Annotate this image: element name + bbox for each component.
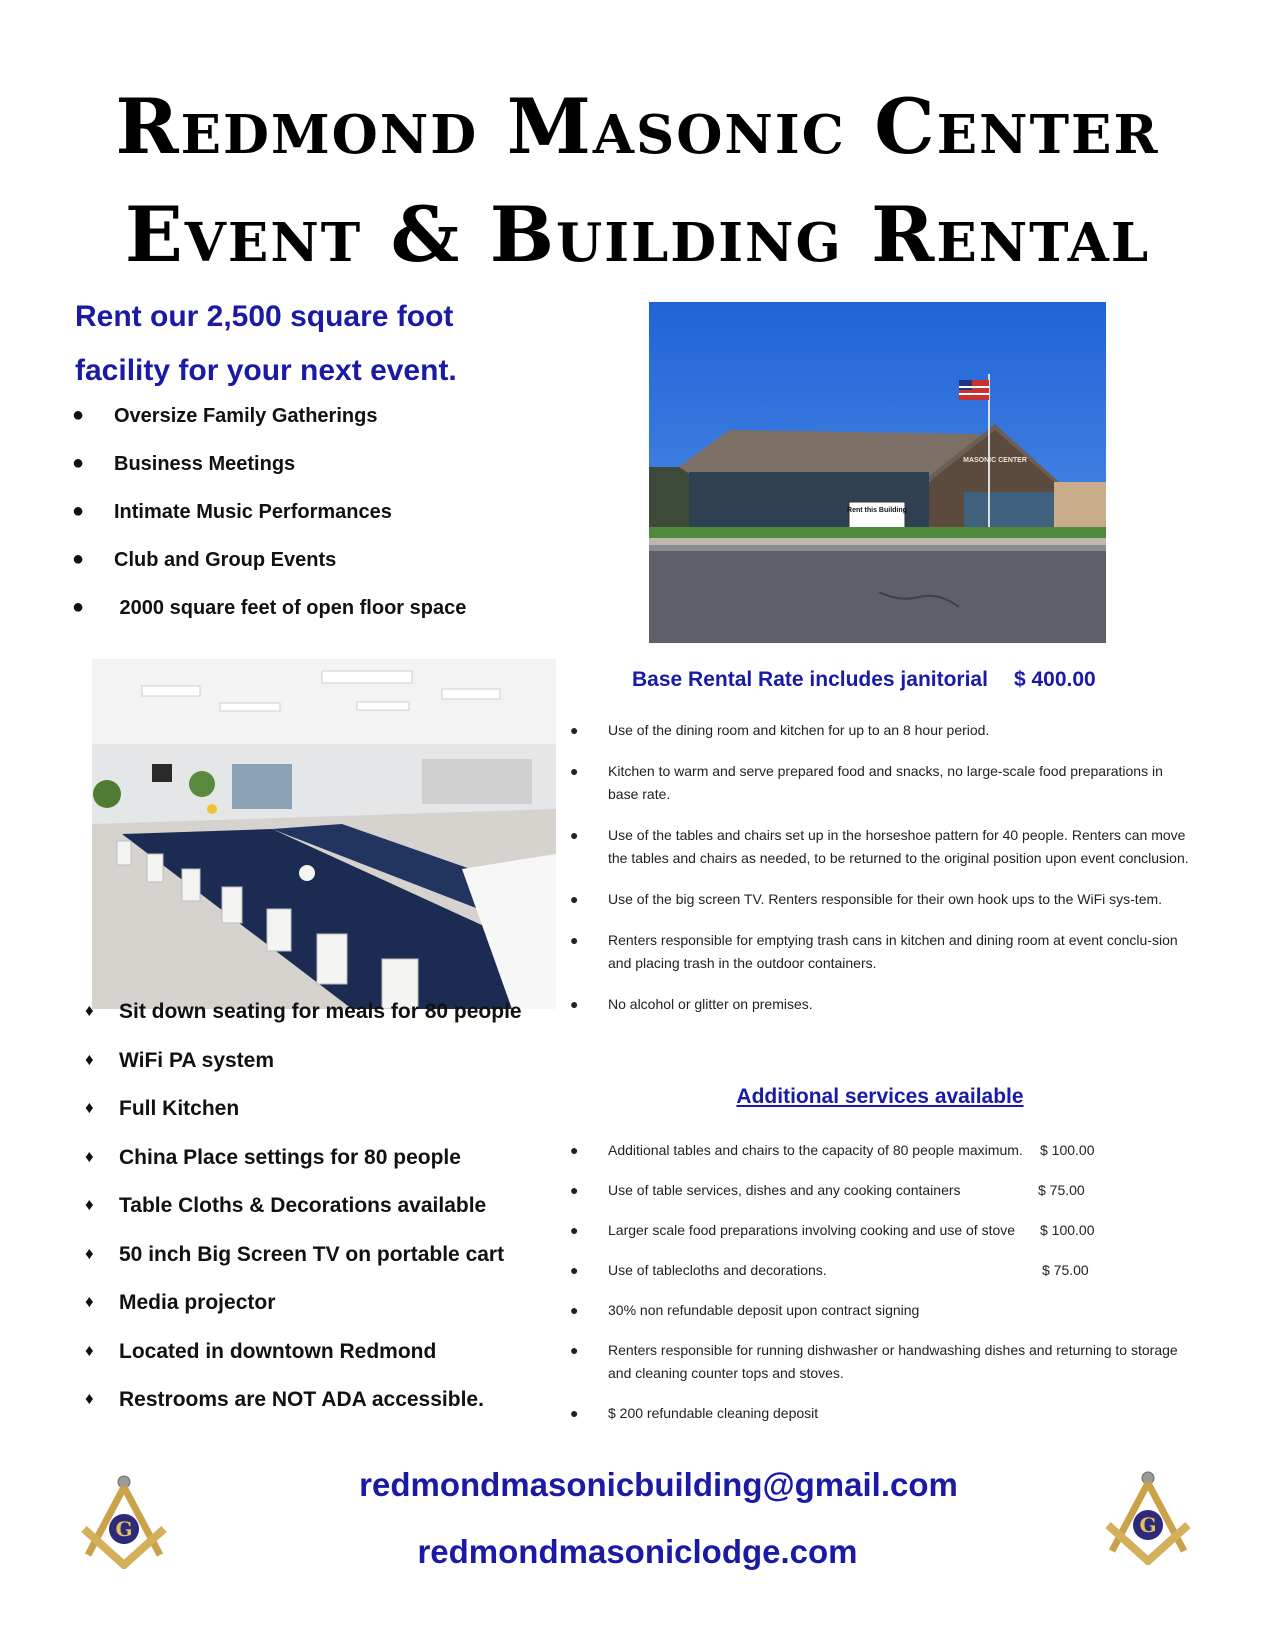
bullet-icon: ● — [570, 1405, 579, 1421]
amenities-list — [85, 1000, 522, 1437]
bullet-icon: ● — [72, 548, 85, 570]
list-item: ♦ China Place settings for 80 people — [85, 1145, 461, 1169]
base-rate-label: Base Rental Rate includes janitorial — [632, 668, 988, 691]
intro-line-2: facility for your next event. — [75, 354, 457, 387]
list-item: ● 30% non refundable deposit upon contract signing — [570, 1299, 1190, 1322]
bullet-icon: ● — [570, 763, 579, 779]
service-price: $ 100.00 — [1040, 1222, 1095, 1238]
bullet-icon: ● — [570, 1142, 579, 1158]
bullet-icon: ● — [570, 827, 579, 843]
list-item: ● Use of tablecloths and decorations. $ 75.00 — [570, 1259, 1190, 1282]
svg-text:G: G — [1139, 1513, 1157, 1537]
bullet-icon: ● — [570, 1182, 579, 1198]
list-item: ♦ Located in downtown Redmond — [85, 1339, 437, 1363]
list-item: ● Kitchen to warm and serve prepared food and snacks, no large-scale food preparations in base rate. — [570, 760, 1190, 806]
list-item: ♦ Full Kitchen — [85, 1097, 240, 1120]
list-item: ● Additional tables and chairs to the capacity of 80 people maximum. $ 100.00 — [570, 1139, 1190, 1162]
diamond-bullet-icon: ♦ — [85, 1049, 94, 1069]
bullet-icon: ● — [72, 452, 85, 474]
base-rate-price: $ 400.00 — [1013, 668, 1096, 691]
list-item: ♦ 50 inch Big Screen TV on portable cart — [85, 1242, 505, 1266]
list-item: ● Use of the dining room and kitchen for up to an 8 hour period. — [570, 719, 1190, 742]
diamond-bullet-icon: ♦ — [85, 1243, 94, 1263]
list-item: ● Intimate Music Performances — [72, 500, 392, 523]
list-item: ● 2000 square feet of open floor space — [72, 596, 467, 619]
diamond-bullet-icon: ♦ — [85, 1195, 94, 1214]
diamond-bullet-icon: ♦ — [85, 1292, 94, 1311]
list-item: ● Business Meetings — [72, 452, 296, 475]
contact-email[interactable]: redmondmasonicbuilding@gmail.com — [359, 1466, 958, 1503]
page-title-line-2: Event & Building Rental — [124, 190, 1151, 279]
intro-line-1: Rent our 2,500 square foot — [75, 300, 454, 333]
service-price: $ 75.00 — [1042, 1262, 1089, 1278]
bullet-icon: ● — [570, 1222, 579, 1238]
building-name-text: MASONIC CENTER — [963, 457, 1027, 464]
bullet-icon: ● — [570, 1342, 579, 1358]
bullet-icon: ● — [570, 722, 579, 738]
bullet-icon: ● — [570, 1262, 579, 1278]
event-uses-list — [72, 405, 466, 645]
list-item: ● No alcohol or glitter on premises. — [570, 993, 1190, 1016]
service-price: $ 100.00 — [1040, 1142, 1095, 1158]
intro-text — [75, 290, 555, 398]
bullet-icon: ● — [72, 500, 85, 522]
bullet-icon: ● — [570, 1302, 579, 1318]
base-rental-rate — [632, 668, 1096, 692]
dining-photo-illustration — [92, 659, 556, 1009]
building-photo-illustration — [649, 302, 1106, 643]
svg-text:G: G — [115, 1517, 133, 1541]
bullet-icon: ● — [570, 996, 579, 1012]
bullet-icon: ● — [570, 932, 579, 948]
list-item: ♦ Restrooms are NOT ADA accessible. — [85, 1388, 484, 1411]
bullet-icon: ● — [72, 596, 85, 618]
list-item: ● Renters responsible for running dishwasher or handwashing dishes and returning to storage and cleaning counter tops and stoves. — [570, 1339, 1190, 1385]
additional-services-list — [570, 1139, 1190, 1442]
bullet-icon: ● — [72, 404, 85, 426]
list-item: ♦ Sit down seating for meals for 80 people — [85, 1000, 522, 1023]
list-item: ● Use of the tables and chairs set up in the horseshoe pattern for 40 people. Renters can move the tables and chairs as needed, to be returned to the original position upon event conclusion. — [570, 824, 1190, 870]
diamond-bullet-icon: ♦ — [85, 1389, 94, 1408]
building-exterior-photo — [649, 302, 1106, 643]
bullet-icon: ● — [570, 891, 579, 907]
list-item: ♦ Table Cloths & Decorations available — [85, 1194, 487, 1217]
additional-services-heading: Additional services available — [736, 1085, 1024, 1108]
diamond-bullet-icon: ♦ — [85, 1098, 94, 1117]
list-item: ● Use of the big screen TV. Renters responsible for their own hook ups to the WiFi sys-tem. — [570, 888, 1190, 911]
diamond-bullet-icon: ♦ — [85, 1001, 94, 1020]
base-rate-terms-list — [570, 719, 1190, 1034]
dining-room-photo — [92, 659, 556, 1009]
service-price: $ 75.00 — [1038, 1182, 1085, 1198]
page-title-line-1: Redmond Masonic Center — [115, 82, 1160, 171]
list-item: ● Club and Group Events — [72, 548, 337, 571]
rent-sign-text: Rent this Building — [847, 507, 907, 514]
list-item: ♦ Media projector — [85, 1291, 276, 1314]
website-link[interactable]: redmondmasoniclodge.com — [417, 1533, 858, 1570]
list-item: ● Renters responsible for emptying trash cans in kitchen and dining room at event conclu-sion and placing trash in the outdoor containers. — [570, 929, 1190, 975]
list-item: ● Oversize Family Gatherings — [72, 404, 378, 427]
list-item: ● $ 200 refundable cleaning deposit — [570, 1402, 1190, 1425]
list-item: ● Use of table services, dishes and any cooking containers $ 75.00 — [570, 1179, 1190, 1202]
diamond-bullet-icon: ♦ — [85, 1340, 94, 1360]
list-item: ● Larger scale food preparations involving cooking and use of stove $ 100.00 — [570, 1219, 1190, 1242]
list-item: ♦ WiFi PA system — [85, 1048, 275, 1072]
diamond-bullet-icon: ♦ — [85, 1146, 94, 1166]
